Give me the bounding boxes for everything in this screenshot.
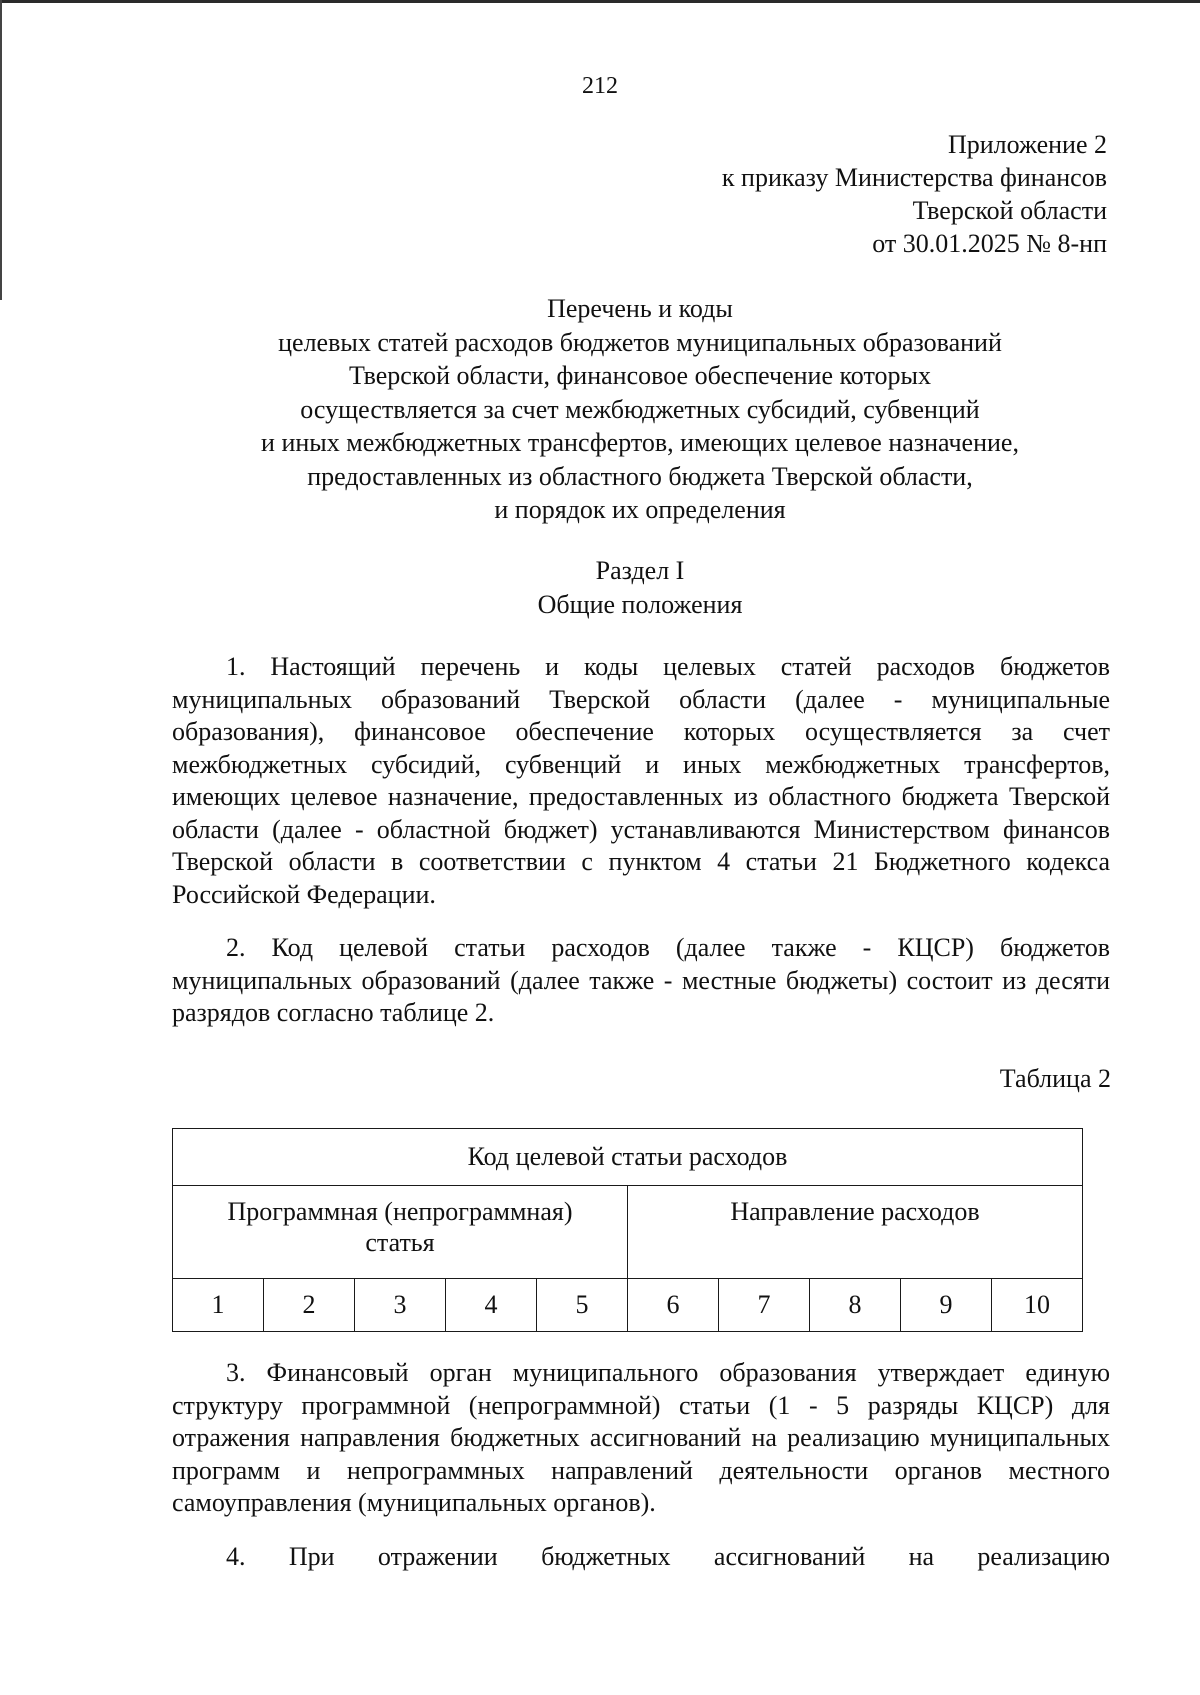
digit-cell: 3 bbox=[355, 1279, 446, 1332]
title-line: целевых статей расходов бюджетов муниципальных образований bbox=[278, 327, 1002, 357]
paragraph-4: 4. При отражении бюджетных ассигнований на реализацию bbox=[226, 1542, 1110, 1571]
section-number: Раздел I bbox=[595, 556, 685, 585]
table-header-row bbox=[173, 1129, 1083, 1186]
page-number: 212 bbox=[582, 73, 618, 99]
title-line: Тверской области, финансовое обеспечение которых bbox=[349, 361, 931, 390]
digit-cell: 6 bbox=[628, 1279, 719, 1332]
appendix-line: Тверской области bbox=[912, 196, 1107, 225]
digit-cell: 1 bbox=[173, 1279, 264, 1332]
title-line: Перечень и коды bbox=[547, 294, 733, 323]
digit-cell: 7 bbox=[719, 1279, 810, 1332]
appendix-line: Приложение 2 bbox=[947, 130, 1107, 159]
section-name: Общие положения bbox=[537, 590, 743, 619]
scan-border-top bbox=[0, 0, 1200, 3]
group-direction-cell: Направление расходов bbox=[628, 1186, 1083, 1279]
title-line: предоставленных из областного бюджета Тверской области, bbox=[307, 461, 973, 491]
title-line: и порядок их определения bbox=[494, 495, 786, 524]
digit-cell: 9 bbox=[901, 1279, 992, 1332]
paragraph-2: 2. Код целевой статьи расходов (далее также - КЦСР) бюджетов муниципальных образований (далее также - местные бюджеты) состоит из десяти разрядов согласно таблице 2. bbox=[172, 933, 1110, 1027]
document-title bbox=[140, 292, 1140, 527]
digit-cell: 10 bbox=[992, 1279, 1083, 1332]
scan-border-left bbox=[0, 0, 2, 300]
title-line: и иных межбюджетных трансфертов, имеющих целевое назначение, bbox=[261, 428, 1019, 457]
group-program-line: Программная (непрограммная) bbox=[227, 1197, 573, 1226]
group-program-line: статья bbox=[365, 1228, 435, 1257]
appendix-line: к приказу Министерства финансов bbox=[721, 163, 1107, 192]
table-group-row bbox=[173, 1186, 1083, 1279]
group-program-cell bbox=[173, 1186, 628, 1279]
appendix-line: от 30.01.2025 № 8-нп bbox=[872, 229, 1107, 258]
section-heading bbox=[140, 554, 1140, 622]
table-digit-row bbox=[173, 1279, 1083, 1332]
paragraph-1: 1. Настоящий перечень и коды целевых статей расходов бюджетов муниципальных образований Тверской области (далее - муниципальные образования), финансовое обеспечение которых осуществляется за счет межбюджетных субсидий, субвенций и иных межбюджетных трансфертов, имеющих целевое назначение, предоставленных из областного бюджета Тверской области (далее - областной бюджет) устанавливаются Министерством финансов Тверской области в соответствии с пунктом 4 статьи 21 Бюджетного кодекса Российской Федерации. bbox=[172, 652, 1110, 909]
digit-cell: 4 bbox=[446, 1279, 537, 1332]
title-line: осуществляется за счет межбюджетных субсидий, субвенций bbox=[300, 394, 980, 424]
table-caption: Таблица 2 bbox=[999, 1064, 1111, 1093]
digit-cell: 2 bbox=[264, 1279, 355, 1332]
paragraph-3: 3. Финансовый орган муниципального образования утверждает единую структуру программной (непрограммной) статьи (1 - 5 разряды КЦСР) для отражения направления бюджетных ассигнований на реализацию муниципальных программ и непрограммных направлений деятельности органов местного самоуправления (муниципальных органов). bbox=[172, 1358, 1110, 1517]
digit-cell: 5 bbox=[537, 1279, 628, 1332]
digit-cell: 8 bbox=[810, 1279, 901, 1332]
code-structure-table bbox=[172, 1128, 1083, 1332]
appendix-reference bbox=[722, 128, 1107, 260]
table-header-cell: Код целевой статьи расходов bbox=[173, 1129, 1083, 1186]
